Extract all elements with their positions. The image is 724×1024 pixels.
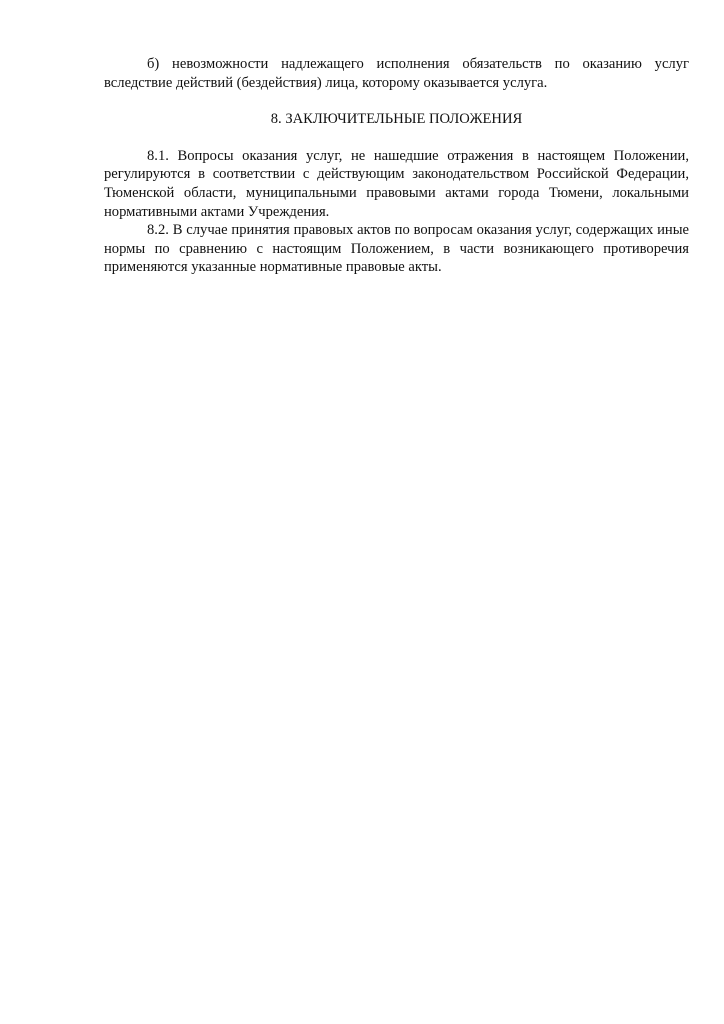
document-body xyxy=(104,55,689,277)
spacer xyxy=(104,92,689,110)
section-heading: 8. ЗАКЛЮЧИТЕЛЬНЫЕ ПОЛОЖЕНИЯ xyxy=(270,111,523,128)
clause-8-2: 8.2. В случае принятия правовых актов по вопросам оказания услуг, содержащих иные нормы по сравнению с настоящим Положением, в части возникающего противоречия применяются указанные нормативные правовые акты. xyxy=(104,222,689,276)
spacer xyxy=(104,129,689,147)
paragraph-b: б) невозможности надлежащего исполнения обязательств по оказанию услуг вследствие действий (бездействия) лица, которому оказывается услуга. xyxy=(104,56,689,91)
clause-8-1: 8.1. Вопросы оказания услуг, не нашедшие отражения в настоящем Положении, регулируются в соответствии с действующим законодательством Российской Федерации, Тюменской области, муниципальными правовыми актами города Тюмени, локальными нормативными актами Учреждения. xyxy=(104,147,689,220)
